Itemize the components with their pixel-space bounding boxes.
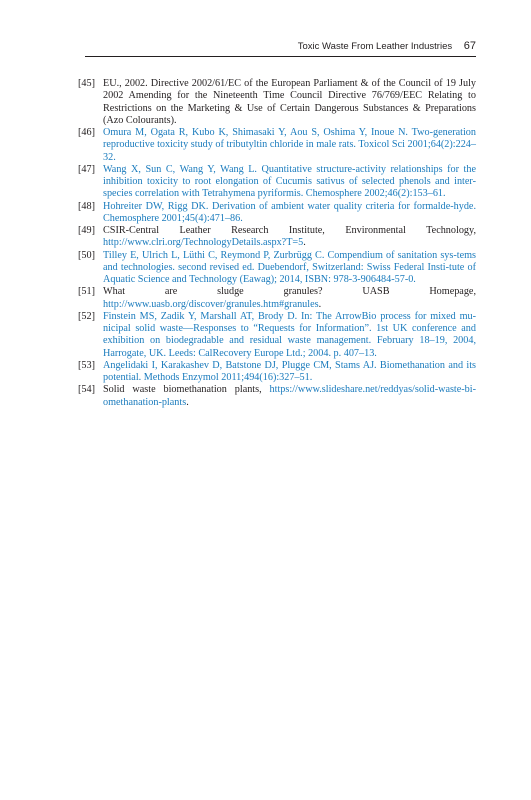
reference-number: [52] [78,310,95,322]
reference-link[interactable]: Angelidaki I, Karakashev D, Batstone DJ, Plugge CM, Stams AJ. Biomethanation and its potential. Methods Enzymol 2011;494(16):327–51. [103,359,476,383]
reference-text: EU., 2002. Directive 2002/61/EC of the European Parliament & of the Council of 19 July 2002 Amending for the Nineteenth Time Council Directive 76/769/EEC Relating to Restrictions on the Marketing & Use of Certain Dangerous Substances & Preparations (Azo Colourants). [103,78,476,126]
reference-number: [50] [78,249,95,261]
reference-item [78,360,476,385]
reference-item [78,311,476,360]
running-title: Toxic Waste From Leather Industries [297,41,453,52]
header-rule [85,56,476,57]
reference-number: [47] [78,163,95,175]
page-number: 67 [463,40,476,52]
reference-link[interactable]: https://www.slideshare.net/reddyas/solid-waste-bi-omethanation-plants [103,384,476,408]
reference-item [78,286,476,311]
reference-number: [53] [78,359,95,371]
reference-number: [54] [78,384,95,396]
reference-item [78,164,476,201]
reference-item [78,384,476,409]
reference-text: . [303,237,306,249]
reference-text: . [318,298,322,310]
reference-number: [51] [78,286,95,298]
reference-item [78,250,476,287]
reference-text: Solid waste biomethanation plants, [103,384,270,396]
reference-text: What are sludge granules? UASB Homepage, [103,286,476,298]
reference-item [78,127,476,164]
reference-link[interactable]: http://www.clri.org/TechnologyDetails.aspx?T=5 [103,237,304,249]
reference-text: . [186,396,189,408]
reference-number: [46] [78,127,95,138]
reference-number: [45] [78,78,95,89]
reference-item [78,225,476,250]
reference-link[interactable]: Hohreiter DW, Rigg DK. Derivation of ambient water quality criteria for formalde-hyde. Chemosphere 2001;45(4):471–86. [103,200,476,224]
reference-list [78,78,476,409]
reference-item [78,78,476,127]
reference-link[interactable]: Omura M, Ogata R, Kubo K, Shimasaki Y, Aou S, Oshima Y, Inoue N. Two-generation reproductive toxicity study of tributyltin chloride in male rats. Toxicol Sci 2001;64(2):224–32. [103,127,476,163]
reference-link[interactable]: http://www.uasb.org/discover/granules.htm#granules [103,298,319,310]
reference-number: [49] [78,225,95,236]
reference-number: [48] [78,200,95,212]
reference-text: CSIR-Central Leather Research Institute, Environmental Technology, [103,225,476,236]
reference-link[interactable]: Finstein MS, Zadik Y, Marshall AT, Brody D. In: The ArrowBio process for mixed mu-nicipal solid waste—Responses to “Requests for Information”. 1st UK conference and exhibition on biodegradable and residual waste management. February 18–19, 2004, Harrogate, UK. Leeds: CalRecovery Europe Ltd.; 2004. p. 407–13. [103,310,476,359]
reference-link[interactable]: Tilley E, Ulrich L, Lüthi C, Reymond P, Zurbrügg C. Compendium of sanitation sys-tems and technologies. second revised ed. Duebendorf, Switzerland: Swiss Federal Insti-tute of Aquatic Science and Technology (Eawag); 2014, ISBN: 978-3-906484-57-0. [103,249,476,285]
reference-link[interactable]: Wang X, Sun C, Wang Y, Wang L. Quantitative structure-activity relationships for the inhibition toxicity to root elongation of Cucumis sativus of selected phenols and inter-species correlation with Tetrahymena pyriformis. Chemosphere 2002;46(2):153–61. [103,163,476,200]
reference-item [78,201,476,226]
running-header [298,40,476,52]
